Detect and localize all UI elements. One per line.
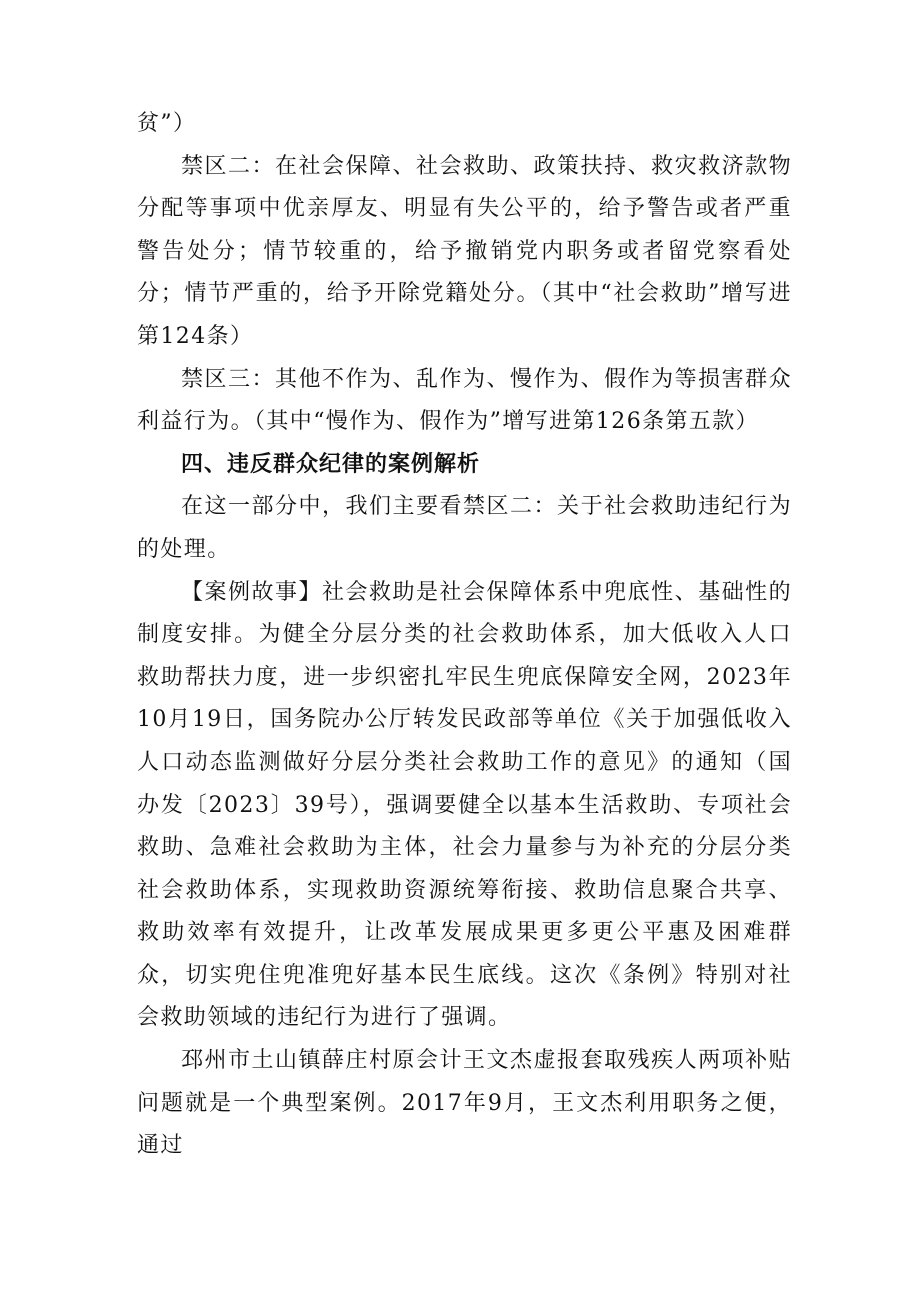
paragraph-restricted-zone-two: 禁区二：在社会保障、社会救助、政策扶持、救灾救济款物分配等事项中优亲厚友、明显有失公平的，给予警告或者严重警告处分；情节较重的，给予撤销党内职务或者留党察看处分；情节严重的，给予开除党籍处分。（其中“社会救助”增写进第124条）	[137, 153, 792, 349]
paragraph-case-example: 邳州市土山镇薛庄村原会计王文杰虚报套取残疾人两项补贴问题就是一个典型案例。2017年9月，王文杰利用职务之便，通过	[137, 1048, 792, 1159]
paragraph-section-intro: 在这一部分中，我们主要看禁区二：关于社会救助违纪行为的处理。	[137, 494, 792, 562]
paragraph-restricted-zone-three: 禁区三：其他不作为、乱作为、慢作为、假作为等损害群众利益行为。（其中“慢作为、假作为”增写进第126条第五款）	[137, 366, 792, 435]
paragraph-case-story: 【案例故事】社会救助是社会保障体系中兜底性、基础性的制度安排。为健全分层分类的社会救助体系，加大低收入人口救助帮扶力度，进一步织密扎牢民生兜底保障安全网，2023年10月19日，国务院办公厅转发民政部等单位《关于加强低收入人口动态监测做好分层分类社会救助工作的意见》的通知（国办发〔2023〕39号），强调要健全以基本生活救助、专项社会救助、急难社会救助为主体，社会力量参与为补充的分层分类社会救助体系，实现救助资源统筹衔接、救助信息聚合共享、救助效率有效提升，让改革发展成果更多更公平惠及困难群众，切实兜住兜准兜好基本民生底线。这次《条例》特别对社会救助领域的违纪行为进行了强调。	[137, 579, 792, 1031]
document-body	[137, 103, 792, 1168]
paragraph-continuation: 贫”）	[137, 111, 197, 136]
section-heading: 四、违反群众纪律的案例解析	[181, 451, 481, 477]
